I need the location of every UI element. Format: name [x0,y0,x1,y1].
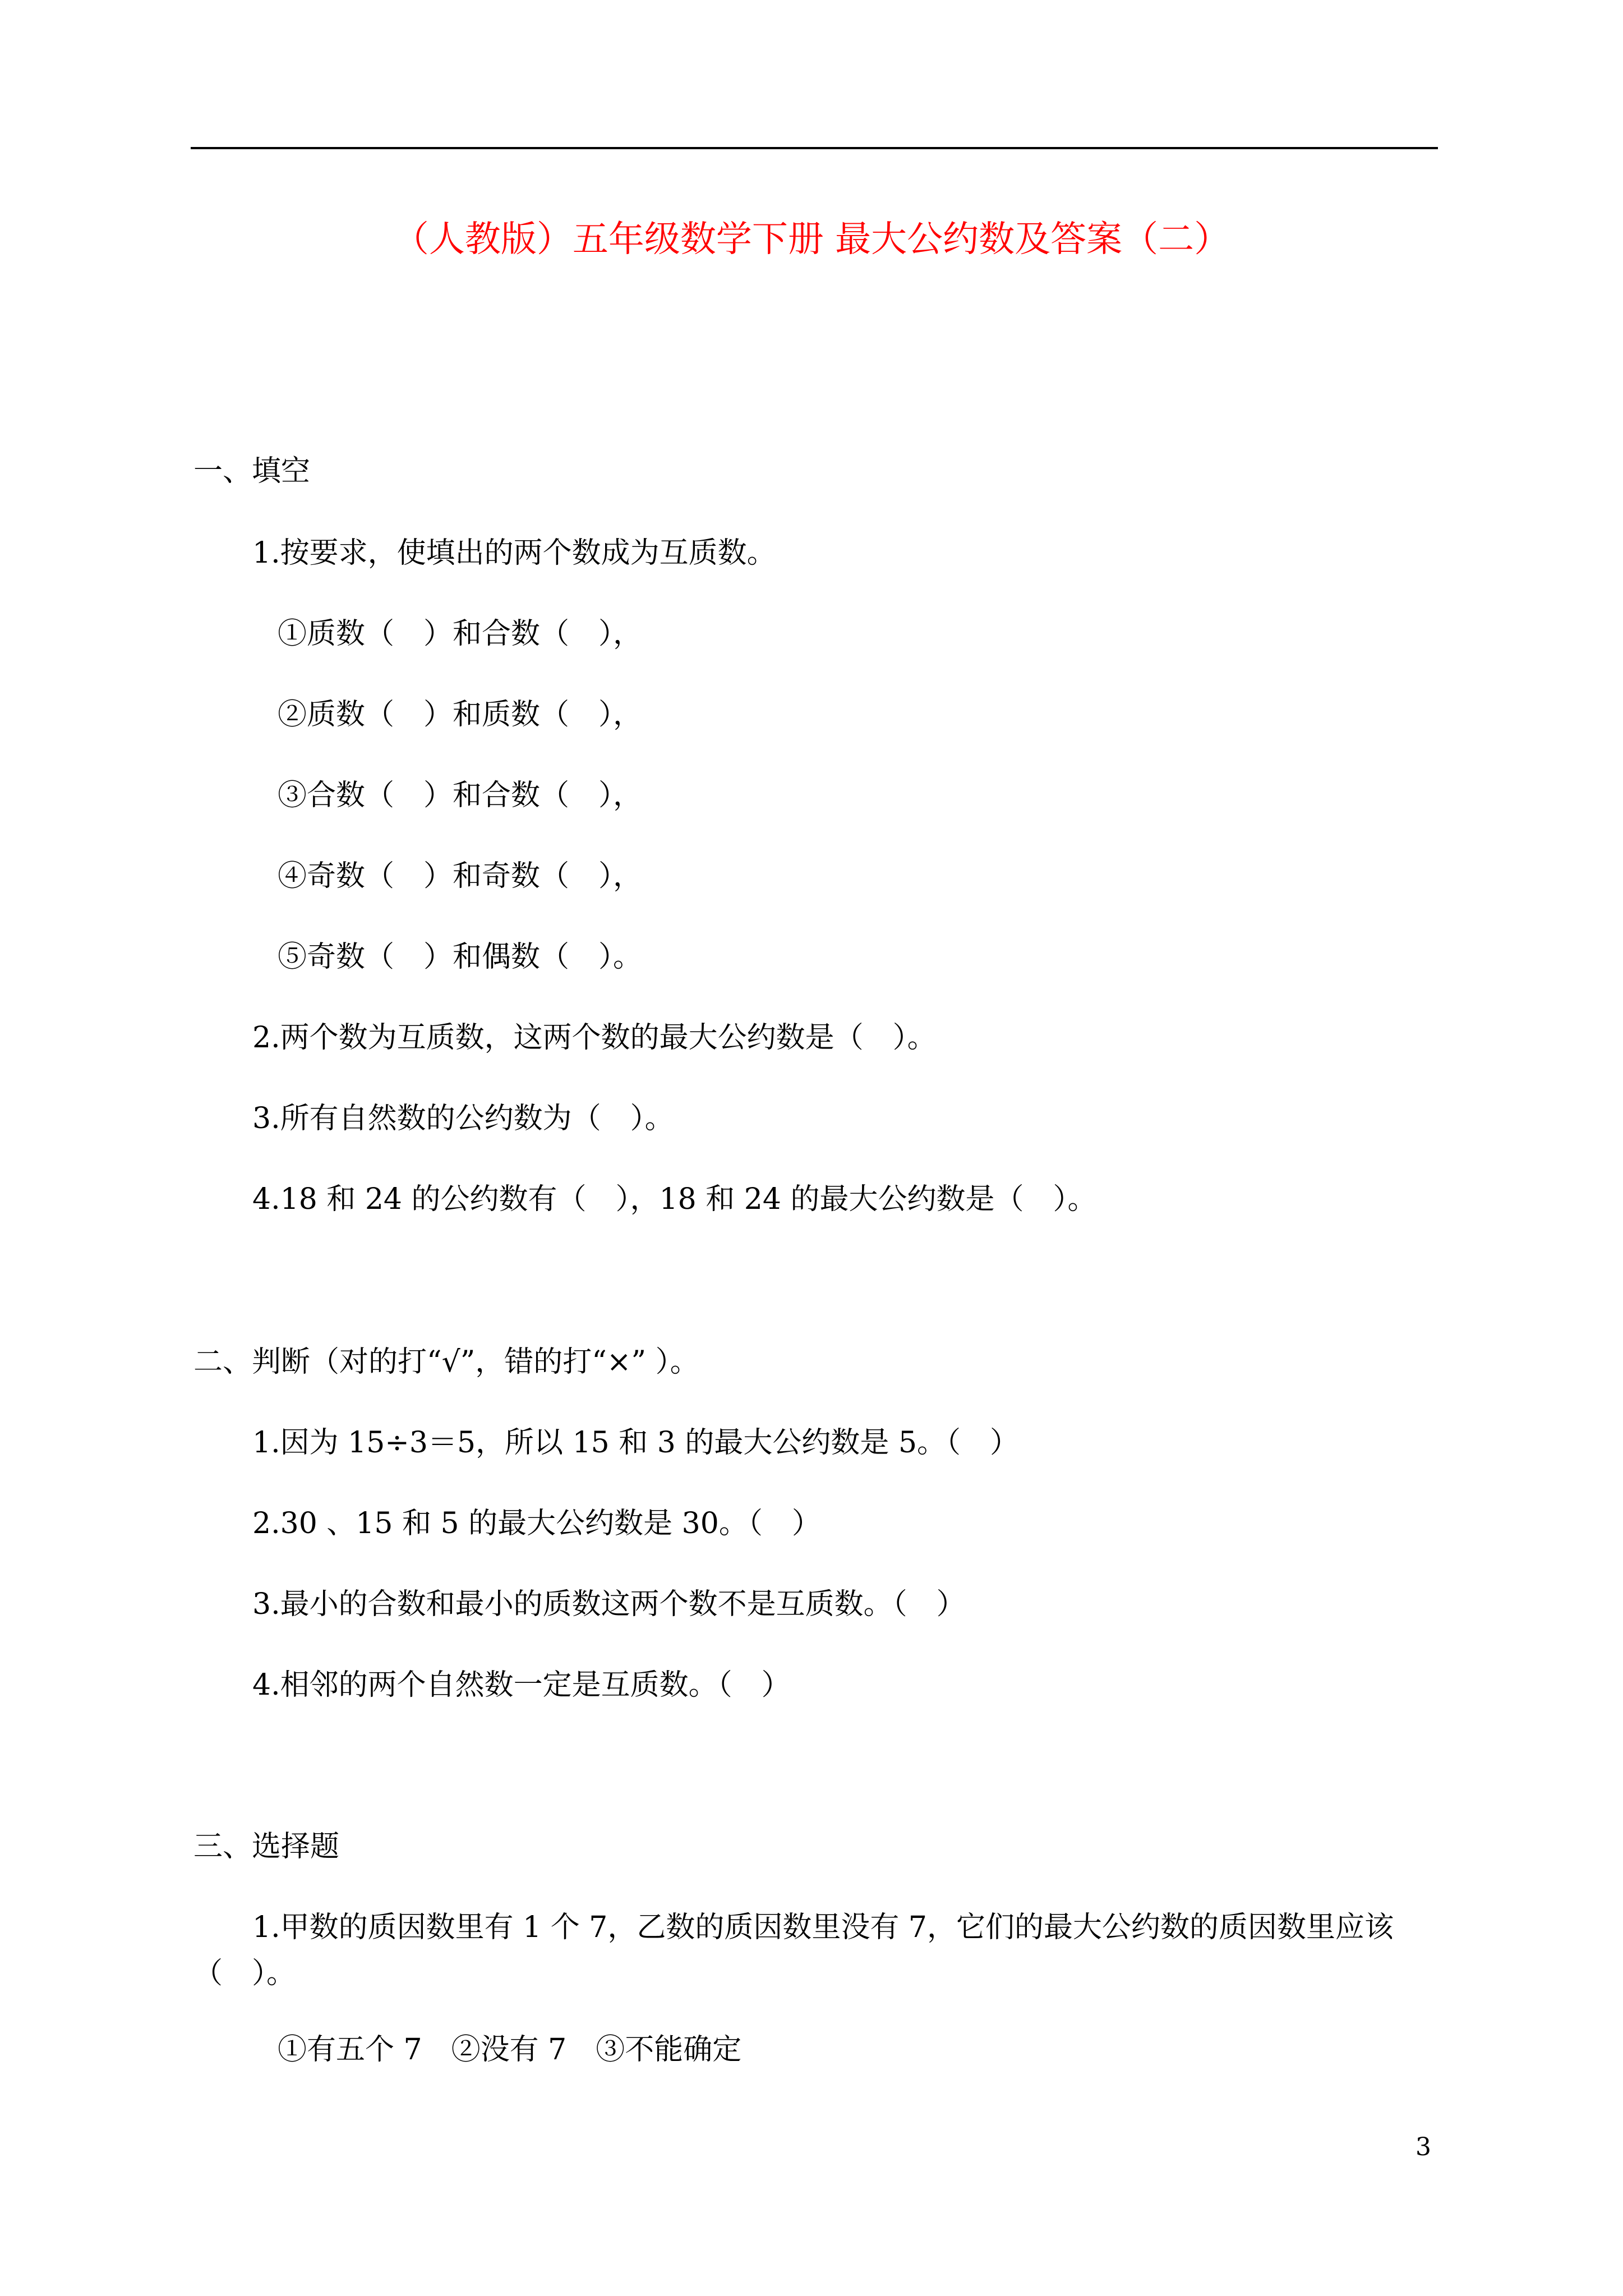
judgment-item-2: 2.30 、15 和 5 的最大公约数是 30。（ ） [252,1507,821,1540]
choice-question-1-stem-continued: （ ）。 [193,1957,296,1990]
question-1-2: 2.两个数为互质数，这两个数的最大公约数是（ ）。 [252,1021,937,1055]
judgment-item-1: 1.因为 15÷3＝5，所以 15 和 3 的最大公约数是 5。（ ） [252,1426,1020,1460]
question-1-1-stem: 1.按要求，使填出的两个数成为互质数。 [252,536,776,570]
question-1-3: 3.所有自然数的公约数为（ ）。 [252,1102,674,1135]
choice-question-1-stem: 1.甲数的质因数里有 1 个 7，乙数的质因数里没有 7，它们的最大公约数的质因数里应该 [252,1911,1394,1944]
section-1-heading: 一、填空 [193,454,311,488]
question-1-1-option-5: ⑤奇数（ ）和偶数（ ）。 [278,940,643,974]
question-1-1-option-1: ①质数（ ）和合数（ ）， [278,617,643,651]
page-number: 3 [1415,2133,1431,2161]
section-2-heading: 二、判断（对的打“√”，错的打“×” ）。 [193,1345,699,1379]
question-1-1-option-2: ②质数（ ）和质数（ ）， [278,698,643,731]
judgment-item-3: 3.最小的合数和最小的质数这两个数不是互质数。（ ） [252,1588,966,1621]
question-1-1-option-3: ③合数（ ）和合数（ ）， [278,779,643,812]
page-title: （人教版）五年级数学下册 最大公约数及答案（二） [393,219,1230,260]
question-1-1-option-4: ④奇数（ ）和奇数（ ）， [278,859,643,893]
judgment-item-4: 4.相邻的两个自然数一定是互质数。（ ） [252,1668,791,1702]
question-1-4: 4.18 和 24 的公约数有（ ），18 和 24 的最大公约数是（ ）。 [252,1182,1097,1216]
header-rule [191,147,1438,149]
section-3-heading: 三、选择题 [193,1830,340,1864]
choice-question-1-options: ①有五个 7 ②没有 7 ③不能确定 [278,2033,742,2067]
